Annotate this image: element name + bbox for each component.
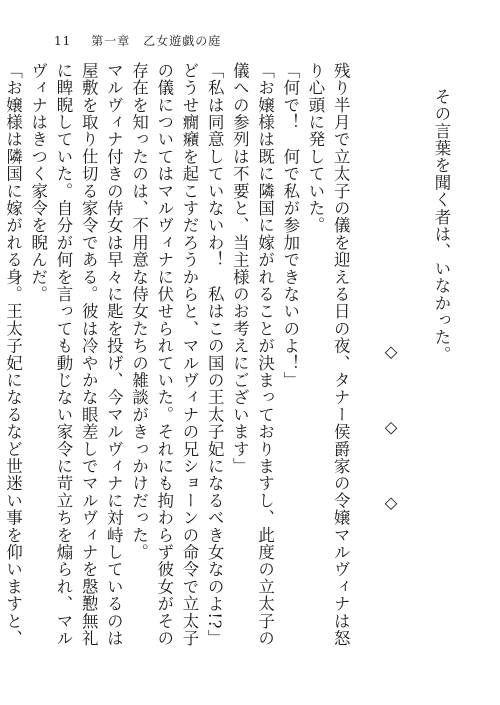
running-header <box>54 32 221 49</box>
paragraph-7: 「お嬢様は隣国に嫁がれる身。王太子妃になるなど世迷い事を仰いますと、 <box>3 62 23 647</box>
page-number: 11 <box>54 34 72 48</box>
paragraph-6: マルヴィナ付きの侍女は早々に匙を投げ、今マルヴィナに対峙しているのは屋敷を取り仕切る家令である。彼は冷やかな眼差しでマルヴィナを慇懃無礼に睥睨していた。自分が何を言っても動じない家令に苛立ちを煽られ、マルヴィナはきつく家令を睨んだ。 <box>28 62 124 647</box>
chapter-title: 第一章 乙女遊戯の庭 <box>91 34 222 48</box>
paragraph-1: 残り半月で立太子の儀を迎える日の夜、タナー侯爵家の令嬢マルヴィナは怒り心頭に発していた。 <box>305 62 351 647</box>
paragraph-3: 「お嬢様は既に隣国に嫁がれることが決まっておりますし、此度の立太子の儀への参列は不要と、当主様のお考えにございます」 <box>230 62 275 647</box>
blank-line <box>404 62 429 662</box>
paragraph-2: 「何で！ 何で私が参加できないのよ！」 <box>280 62 300 389</box>
blank-line <box>353 62 378 662</box>
paragraph-5: どうせ癇癪を起こすだろうからと、マルヴィナの兄ショーンの命令で立太子の儀についてはマルヴィナに伏せられていた。それにも拘わらず彼女がその存在を知ったのは、不用意な侍女たちの雑談がきっかけだった。 <box>129 62 199 647</box>
paragraph-4: 「私は同意していないわ！ 私はこの国の王太子妃になるべき女なのよ!?」 <box>205 62 225 647</box>
vertical-text-body <box>3 62 454 662</box>
opening-line: その言葉を聞く者は、いなかった。 <box>432 88 451 364</box>
section-separator: ◇ ◇ ◇ <box>381 342 401 532</box>
